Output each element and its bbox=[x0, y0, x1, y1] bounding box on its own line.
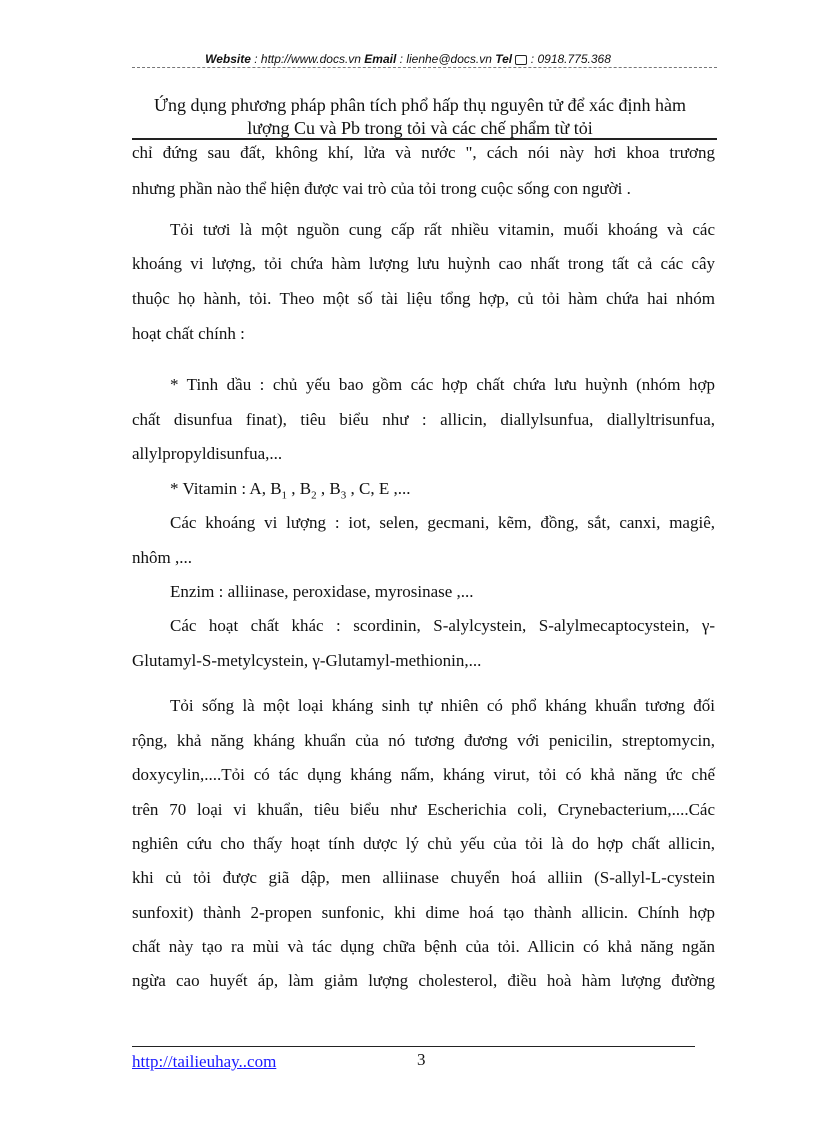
page-number: 3 bbox=[417, 1050, 426, 1069]
footer-divider bbox=[132, 1046, 695, 1047]
body-line: khoáng vi lượng, tỏi chứa hàm lượng lưu huỳnh cao nhất trong tất cả các cây bbox=[132, 254, 715, 273]
body-line: allylpropyldisunfua,... bbox=[132, 444, 283, 463]
body-line: Glutamyl-S-metylcystein, γ-Glutamyl-methionin,... bbox=[132, 651, 482, 670]
title-divider bbox=[132, 138, 717, 140]
body-line: sunfoxit) thành 2-propen sunfonic, khi dime hoá tạo thành allicin. Chính hợp bbox=[132, 903, 715, 922]
body-line: chất disunfua finat), tiêu biểu như : allicin, diallylsunfua, diallyltrisunfua, bbox=[132, 410, 715, 429]
body-line: Tỏi tươi là một nguồn cung cấp rất nhiều vitamin, muối khoáng và các bbox=[170, 220, 715, 239]
body-line: nghiên cứu cho thấy hoạt tính dược lý chủ yếu của tỏi là do hợp chất allicin, bbox=[132, 834, 715, 853]
body-line: Tỏi sống là một loại kháng sinh tự nhiên có phổ kháng khuẩn tương đối bbox=[170, 696, 715, 715]
phone-icon bbox=[515, 55, 527, 65]
website-label: Website bbox=[205, 52, 251, 66]
body-line: nhưng phần nào thể hiện được vai trò của tỏi trong cuộc sống con người . bbox=[132, 179, 631, 198]
body-line: trên 70 loại vi khuẩn, tiêu biểu như Escherichia coli, Crynebacterium,....Các bbox=[132, 800, 715, 819]
body-line: doxycylin,....Tỏi có tác dụng kháng nấm, kháng virut, tỏi có khả năng ức chế bbox=[132, 765, 715, 784]
body-line: Các khoáng vi lượng : iot, selen, gecmani, kẽm, đồng, sắt, canxi, magiê, bbox=[170, 513, 715, 532]
body-line: thuộc họ hành, tỏi. Theo một số tài liệu tổng hợp, củ tỏi hàm chứa hai nhóm bbox=[132, 289, 715, 308]
body-line: hoạt chất chính : bbox=[132, 324, 245, 343]
body-line: rộng, khả năng kháng khuẩn của nó tương đương với penicilin, streptomycin, bbox=[132, 731, 715, 750]
site-header bbox=[0, 52, 816, 66]
body-line: chất này tạo ra mùi và tác dụng chữa bệnh của tỏi. Allicin có khả năng ngăn bbox=[132, 937, 715, 956]
header-divider bbox=[132, 67, 717, 68]
vitamin-line: * Vitamin : A, $B_1$ , $B_2$ , $B_3$ , C, E ,... bbox=[170, 479, 411, 502]
email-value[interactable]: : lienhe@docs.vn bbox=[396, 52, 496, 66]
page-title bbox=[112, 94, 728, 140]
tel-label: Tel bbox=[495, 52, 513, 66]
title-line-1: Ứng dụng phương pháp phân tích phổ hấp thụ nguyên tử để xác định hàm bbox=[154, 95, 686, 115]
tel-value: : 0918.775.368 bbox=[527, 52, 611, 66]
footer-link[interactable]: http://tailieuhay..com bbox=[132, 1052, 277, 1071]
title-line-2: lượng Cu và Pb trong tỏi và các chế phẩm từ tỏi bbox=[247, 118, 593, 138]
body-line: * Tinh dầu : chủ yếu bao gồm các hợp chất chứa lưu huỳnh (nhóm hợp bbox=[170, 375, 715, 394]
body-line: chỉ đứng sau đất, không khí, lửa và nước ", cách nói này hơi khoa trương bbox=[132, 143, 715, 162]
email-label: Email bbox=[364, 52, 397, 66]
body-line: Enzim : alliinase, peroxidase, myrosinase ,... bbox=[170, 582, 474, 601]
body-line: Các hoạt chất khác : scordinin, S-alylcystein, S-alylmecaptocystein, γ- bbox=[170, 616, 715, 635]
body-line: khi củ tỏi được giã dập, men alliinase chuyển hoá alliin (S-allyl-L-cystein bbox=[132, 868, 715, 887]
body-line: ngừa cao huyết áp, làm giảm lượng cholesterol, điều hoà hàm lượng đường bbox=[132, 971, 715, 990]
website-value[interactable]: : http://www.docs.vn bbox=[250, 52, 365, 66]
body-line: nhôm ,... bbox=[132, 548, 192, 567]
